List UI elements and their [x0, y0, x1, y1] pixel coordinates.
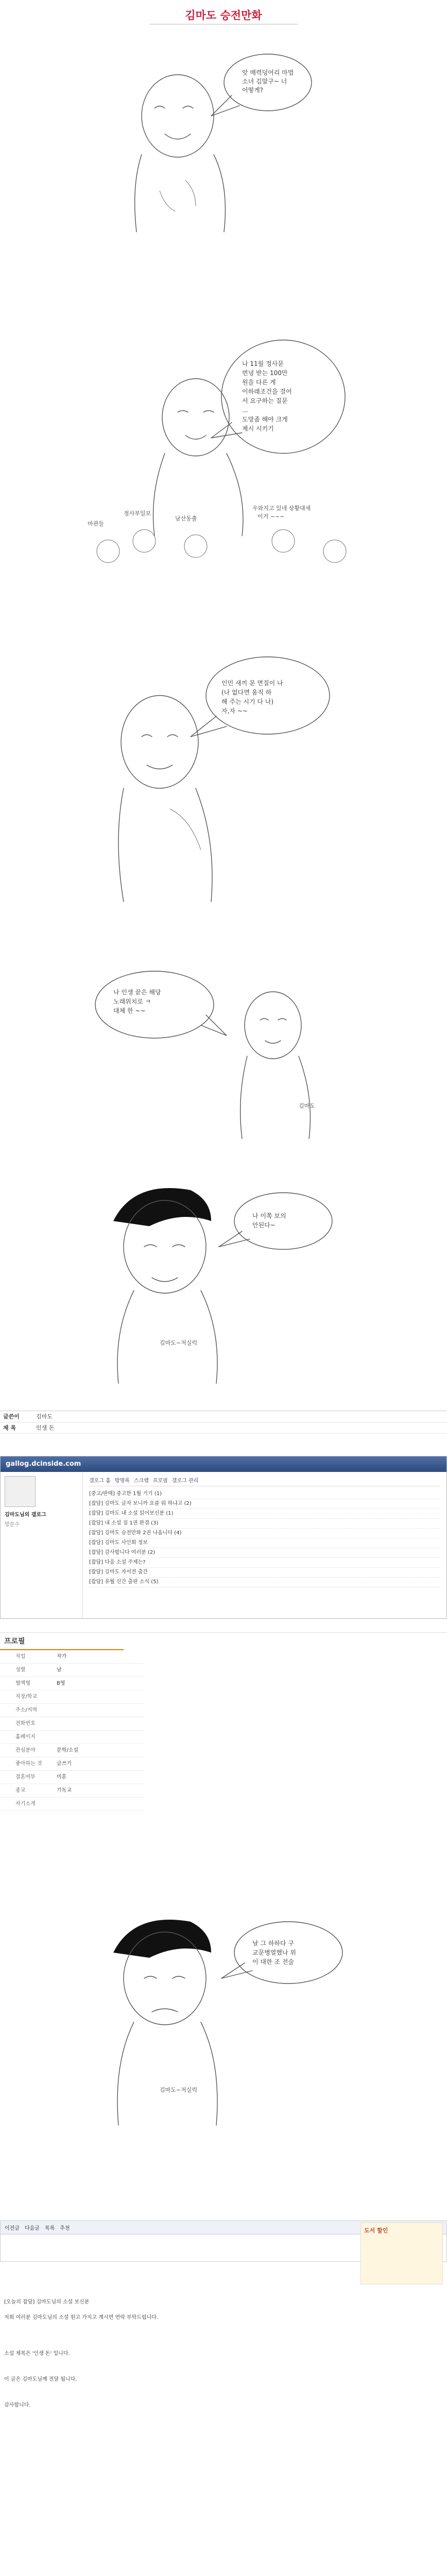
profile-value: 남: [57, 1667, 62, 1673]
panel-3-bubble-line-3: 해 주는 시기 다 나): [221, 698, 274, 705]
panel-2-label-3: 남산동출: [175, 515, 197, 522]
profile-value: B형: [57, 1681, 65, 1686]
list-item[interactable]: [잡담] 내 소설 짐 1권 완결 (3): [89, 1519, 440, 1529]
comic-drawing-6: [82, 1896, 371, 2133]
tab-guestbook[interactable]: 방명록: [114, 1478, 130, 1484]
info-key: 제 목: [3, 1425, 16, 1431]
panel-3-bubble-line-4: 자,자 ~~: [221, 707, 248, 715]
panel-3-bubble-line-2: (나 없다면 움직 하: [221, 689, 272, 696]
page-title: 김마도 승전만화: [185, 9, 262, 22]
profile-value: 글쓰기: [57, 1761, 72, 1767]
list-item[interactable]: [잡담] 김마도 자서전 출간: [89, 1568, 440, 1578]
profile-value: [57, 1690, 144, 1703]
profile-row: [0, 1717, 144, 1731]
gallog-main: [83, 1472, 446, 1619]
profile-row: [0, 1744, 144, 1757]
title-divider: [149, 24, 298, 25]
gallog-sidebar: [1, 1472, 83, 1619]
ad-label: 도서 할인: [364, 2227, 388, 2234]
panel-2-bubble-line-3: 원을 다른 게: [242, 379, 276, 386]
forum-post-line: 이 글은 김마도님께 전달 됩니다.: [4, 2377, 77, 2382]
list-item[interactable]: [잡담] 다음 소설 주제는?: [89, 1558, 440, 1568]
panel-4-bubble-line-2: 노래위치로 ㅋ: [113, 998, 151, 1005]
profile-value: 문학/소설: [57, 1748, 79, 1753]
list-item[interactable]: [중고/판매] 중고한 1월 기기 (1): [89, 1489, 440, 1499]
panel-2-bubble-line-6: ...: [242, 406, 248, 414]
profile-heading: 프로필: [0, 1633, 124, 1650]
comic-panel-1: [93, 36, 350, 237]
forum-post-line: [오늘의 잡담] 김마도님의 소설 보신분: [4, 2299, 90, 2305]
panel-1-bubble-line-1: 앗 매력덩어리 마법: [242, 69, 294, 76]
gallog-owner-name: 김마도님의 갤로그: [5, 1512, 46, 1518]
comic-panel-4: [77, 938, 366, 1144]
hair-shape: [113, 1188, 211, 1226]
profile-key: 전화번호: [15, 1721, 36, 1726]
comic-drawing-5: [82, 1164, 360, 1386]
panel-4-bubble-line-1: 나 인생 끝은 해당: [113, 989, 161, 996]
profile-key: 좋아하는 것: [15, 1761, 42, 1767]
profile-row: [0, 1798, 144, 1811]
tab-home[interactable]: 갤로그 홈: [89, 1478, 111, 1484]
profile-rows: [0, 1650, 447, 1811]
forum-post-line: 소설 제목은 '인생 돈' 입니다.: [4, 2351, 70, 2357]
hair-shape: [113, 1920, 211, 1958]
profile-row: [0, 1731, 144, 1744]
next-post-button[interactable]: 다음글: [24, 2226, 40, 2231]
comic-panel-5: [82, 1164, 360, 1386]
avatar: [5, 1476, 36, 1507]
profile-row: [0, 1704, 144, 1717]
profile-row: [0, 1784, 144, 1798]
panel-1-bubble-line-3: 어떻게?: [242, 87, 264, 94]
panel-2-bubble-line-5: 서 요구하는 질문: [242, 397, 288, 404]
gallog-screenshot: [0, 1456, 447, 1619]
profile-key: 직업: [15, 1654, 26, 1659]
panel-4-caption: 김마도: [299, 1103, 315, 1109]
comic-drawing-2: [67, 335, 386, 592]
profile-key: 주소/지역: [15, 1707, 38, 1713]
panel-5-caption: 김마도~저실럭: [160, 1340, 197, 1346]
profile-value: 작가: [57, 1654, 67, 1659]
info-value[interactable]: 김마도: [36, 1413, 53, 1420]
profile-key: 결혼여부: [15, 1774, 36, 1780]
comic-drawing-1: [93, 36, 350, 237]
profile-row: [0, 1757, 144, 1771]
panel-2-label-2: 정사부일보: [124, 510, 151, 517]
comic-panel-3: [93, 639, 360, 907]
panel-2-bubble-line-7: 도망좀 해야 크게: [242, 416, 288, 423]
post-info-table: [0, 1411, 447, 1434]
panel-6-bubble-line-1: 날 그 하하다 구: [252, 1940, 294, 1947]
panel-4-bubble-line-3: 대체 한 ~~: [113, 1007, 146, 1014]
info-key: 글쓴이: [3, 1413, 20, 1420]
prev-post-button[interactable]: 이전글: [5, 2226, 20, 2231]
panel-2-label-4: 우와지고 있네 상황대세: [252, 505, 311, 512]
panel-5-bubble-line-2: 안된다~: [252, 1222, 276, 1229]
profile-key: 자기소개: [15, 1801, 36, 1807]
panel-2-bubble-line-1: 나 11월 정사문: [242, 360, 284, 367]
gallog-tabs: [89, 1476, 440, 1486]
panel-1-bubble-line-2: 소녀 김말구~ 너: [242, 78, 287, 85]
comic-drawing-3: [93, 639, 360, 907]
profile-key: 관심분야: [15, 1748, 36, 1753]
info-row: [0, 1411, 447, 1422]
profile-row: [0, 1690, 144, 1704]
profile-row: [0, 1664, 144, 1677]
profile-key: 홈페이지: [15, 1734, 36, 1740]
list-button[interactable]: 목록: [44, 2226, 55, 2231]
list-item[interactable]: [잡담] 김마도 사인회 정보: [89, 1538, 440, 1548]
profile-value: [57, 1717, 144, 1730]
profile-value: 미혼: [57, 1774, 67, 1780]
tab-profile[interactable]: 프로필: [152, 1478, 168, 1484]
panel-2-label-1: 마관들: [88, 520, 104, 527]
profile-value: [57, 1798, 144, 1810]
gallog-brand[interactable]: gallog.dcinside.com: [1, 1456, 446, 1472]
panel-2-bubble-line-8: 제시 시키기: [242, 425, 274, 432]
comic-panel-6: [82, 1896, 371, 2133]
panel-5-bubble-line-1: 나 이쪽 보의: [252, 1212, 286, 1219]
profile-row: [0, 1771, 144, 1784]
profile-value: [57, 1704, 144, 1717]
profile-value: [57, 1731, 144, 1743]
profile-key: 직장/학교: [15, 1694, 38, 1700]
panel-2-bubble-line-2: 번녕 받는 100만: [242, 369, 288, 377]
list-item[interactable]: [잡담] 감사합니다 여러분 (2): [89, 1548, 440, 1558]
panel-2-label-5: 이거 ~~~: [257, 513, 285, 520]
profile-section: [0, 1632, 447, 1861]
forum-post-line: 저희 여러분 김마도님의 소설 원고 가지고 계시면 연락 부탁드립니다.: [4, 2315, 159, 2320]
profile-key: 혈액형: [15, 1681, 30, 1686]
list-item[interactable]: [잡담] 유월 신간 출판 소식 (5): [89, 1578, 440, 1587]
forum-post-line: 감사합니다.: [4, 2402, 31, 2408]
ad-banner[interactable]: [360, 2223, 443, 2284]
panel-3-bubble-line-1: 인민 새끼 문 면질이 나: [221, 680, 283, 687]
tab-scrap[interactable]: 스크랩: [133, 1478, 149, 1484]
comic-drawing-4: [77, 938, 366, 1144]
tab-manage[interactable]: 갤로그 관리: [171, 1478, 199, 1484]
list-item[interactable]: [잡담] 김마도 내 소설 읽어보신분 (1): [89, 1509, 440, 1519]
list-item[interactable]: [잡담] 김마도 글자 보니까 요즘 뭐 하냐고 (2): [89, 1499, 440, 1509]
gallog-post-list: [89, 1489, 440, 1587]
info-value: 인생 돈: [36, 1425, 55, 1431]
info-row: [0, 1422, 447, 1434]
profile-key: 성별: [15, 1667, 26, 1673]
list-item[interactable]: [잡담] 김마도 승전만화 2권 나옵니다 (4): [89, 1529, 440, 1538]
panel-6-bubble-line-2: 교문병열했나 위: [252, 1949, 296, 1956]
panel-2-bubble-line-4: 이하래조건을 걸어: [242, 388, 292, 395]
profile-row: [0, 1677, 144, 1690]
profile-row: [0, 1650, 144, 1664]
recommend-button[interactable]: 추천: [60, 2226, 70, 2231]
profile-value: 기독교: [57, 1788, 72, 1793]
panel-6-bubble-line-3: 이 대한 조 전술: [252, 1958, 294, 1965]
profile-key: 종교: [15, 1788, 26, 1793]
comic-panel-2: [67, 335, 386, 592]
gallog-visit-label: 방문수: [5, 1522, 20, 1528]
panel-6-caption: 김마도~저실럭: [160, 2087, 197, 2093]
